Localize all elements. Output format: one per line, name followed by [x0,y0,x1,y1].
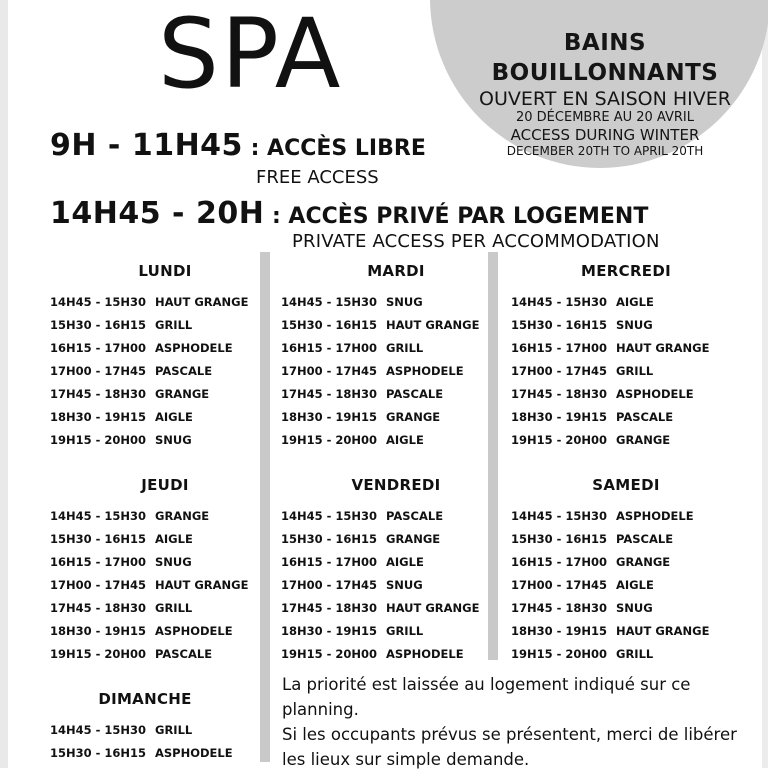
free-access-hours: 9H - 11H45 [50,128,243,163]
day-title: DIMANCHE [98,690,192,708]
slot-list [50,505,280,666]
circle-line-5: ACCESS DURING WINTER [510,126,700,144]
slot-accommodation: GRILL [155,601,193,615]
day-title: MERCREDI [581,262,671,280]
slot-accommodation: AIGLE [155,532,193,546]
slot-row [281,314,511,337]
slot-list [50,719,260,765]
slot-row [281,551,511,574]
circle-line-3: OUVERT EN SAISON HIVER [479,88,731,110]
slot-time: 17H45 - 18H30 [281,387,378,401]
slot-time: 17H00 - 17H45 [511,578,608,592]
day-block-samedi [511,475,741,666]
slot-row [511,406,741,429]
slot-accommodation: AIGLE [155,410,193,424]
slot-row [281,360,511,383]
slot-time: 19H15 - 20H00 [511,433,608,447]
slot-time: 17H45 - 18H30 [511,601,608,615]
slot-row [50,742,260,765]
slot-row [281,620,511,643]
circle-line-2: BOUILLONNANTS [491,60,719,86]
slot-accommodation: SNUG [616,601,653,615]
slot-accommodation: ASPHODELE [155,746,233,760]
priority-note [282,672,742,772]
slot-accommodation: GRILL [386,341,424,355]
slot-accommodation: AIGLE [616,578,654,592]
slot-row [281,643,511,666]
slot-row [511,360,741,383]
slot-time: 16H15 - 17H00 [511,555,608,569]
slot-row [281,505,511,528]
priority-note-p2: Si les occupants prévus se présentent, merci de libérer les lieux sur simple demande. [282,725,737,769]
slot-accommodation: HAUT GRANGE [155,295,249,309]
slot-row [281,597,511,620]
slot-accommodation: GRILL [616,647,654,661]
slot-time: 17H45 - 18H30 [511,387,608,401]
slot-accommodation: SNUG [386,295,423,309]
private-access-hours: 14H45 - 20H [50,196,265,231]
slot-time: 14H45 - 15H30 [50,295,147,309]
slot-time: 19H15 - 20H00 [50,433,147,447]
slot-row [281,574,511,597]
day-title: MARDI [367,262,425,280]
slot-accommodation: PASCALE [155,364,213,378]
slot-accommodation: GRILL [155,723,193,737]
private-access-line [50,196,648,231]
slot-time: 15H30 - 16H15 [50,746,147,760]
circle-line-6: DECEMBER 20TH TO APRIL 20TH [506,144,704,158]
slot-row [50,360,280,383]
slot-accommodation: GRANGE [155,509,210,523]
slot-accommodation: HAUT GRANGE [386,601,480,615]
slot-time: 15H30 - 16H15 [511,318,608,332]
day-title: JEUDI [141,476,189,494]
slot-row [50,620,280,643]
slot-accommodation: GRANGE [386,410,441,424]
slot-row [281,528,511,551]
slot-row [50,429,280,452]
slot-accommodation: GRILL [386,624,424,638]
slot-accommodation: GRANGE [616,555,671,569]
slot-time: 18H30 - 19H15 [281,410,378,424]
slot-accommodation: HAUT GRANGE [616,624,710,638]
slot-accommodation: AIGLE [386,433,424,447]
slot-time: 19H15 - 20H00 [511,647,608,661]
slot-time: 17H00 - 17H45 [50,578,147,592]
slot-time: 17H45 - 18H30 [281,601,378,615]
priority-note-p1: La priorité est laissée au logement indiqué sur ce planning. [282,675,691,719]
slot-time: 18H30 - 19H15 [50,410,147,424]
slot-row [511,337,741,360]
slot-time: 18H30 - 19H15 [511,624,608,638]
slot-accommodation: ASPHODELE [386,364,464,378]
slot-row [281,337,511,360]
day-block-lundi [50,261,280,452]
slot-accommodation: ASPHODELE [155,624,233,638]
slot-row [511,505,741,528]
slot-time: 16H15 - 17H00 [50,341,147,355]
slot-row [50,574,280,597]
slot-accommodation: SNUG [616,318,653,332]
slot-accommodation: ASPHODELE [616,509,694,523]
slot-time: 15H30 - 16H15 [281,318,378,332]
slot-accommodation: GRANGE [386,532,441,546]
slot-accommodation: GRILL [155,318,193,332]
day-block-jeudi [50,475,280,666]
slot-row [281,383,511,406]
slot-row [50,643,280,666]
slot-accommodation: ASPHODELE [155,341,233,355]
page-title: SPA [158,0,343,110]
slot-accommodation: HAUT GRANGE [386,318,480,332]
slot-row [511,528,741,551]
slot-row [511,643,741,666]
slot-list [511,505,741,666]
slot-row [511,383,741,406]
slot-time: 17H45 - 18H30 [50,387,147,401]
slot-time: 15H30 - 16H15 [281,532,378,546]
slot-row [50,719,260,742]
slot-time: 14H45 - 15H30 [281,509,378,523]
info-circle-text [450,28,760,159]
slot-row [50,383,280,406]
private-access-subtitle: PRIVATE ACCESS PER ACCOMMODATION [292,231,660,252]
page-edge-left [0,0,8,768]
slot-accommodation: PASCALE [616,532,674,546]
slot-accommodation: AIGLE [616,295,654,309]
slot-row [50,551,280,574]
slot-accommodation: ASPHODELE [386,647,464,661]
slot-time: 14H45 - 15H30 [50,509,147,523]
slot-time: 19H15 - 20H00 [281,647,378,661]
slot-accommodation: GRANGE [155,387,210,401]
slot-row [50,291,280,314]
slot-time: 18H30 - 19H15 [281,624,378,638]
slot-row [50,505,280,528]
slot-row [50,314,280,337]
slot-time: 17H00 - 17H45 [281,578,378,592]
slot-time: 14H45 - 15H30 [511,295,608,309]
slot-time: 15H30 - 16H15 [50,532,147,546]
day-title: LUNDI [138,262,192,280]
slot-time: 16H15 - 17H00 [281,341,378,355]
free-access-line [50,128,426,163]
slot-time: 17H45 - 18H30 [50,601,147,615]
slot-time: 18H30 - 19H15 [50,624,147,638]
private-access-label: : ACCÈS PRIVÉ PAR LOGEMENT [264,204,649,229]
slot-accommodation: SNUG [155,555,192,569]
day-block-dimanche [30,689,260,765]
slot-accommodation: HAUT GRANGE [616,341,710,355]
day-title: SAMEDI [592,476,660,494]
slot-accommodation: AIGLE [386,555,424,569]
slot-row [511,429,741,452]
slot-time: 17H00 - 17H45 [50,364,147,378]
slot-time: 19H15 - 20H00 [281,433,378,447]
slot-time: 14H45 - 15H30 [511,509,608,523]
slot-time: 16H15 - 17H00 [50,555,147,569]
slot-accommodation: HAUT GRANGE [155,578,249,592]
slot-row [511,574,741,597]
slot-time: 15H30 - 16H15 [50,318,147,332]
day-block-mardi [281,261,511,452]
slot-list [281,291,511,452]
slot-accommodation: GRILL [616,364,654,378]
slot-row [511,291,741,314]
slot-row [50,406,280,429]
slot-accommodation: SNUG [155,433,192,447]
slot-row [281,406,511,429]
slot-row [511,620,741,643]
slot-row [281,291,511,314]
slot-row [50,337,280,360]
slot-time: 17H00 - 17H45 [281,364,378,378]
slot-row [511,551,741,574]
slot-list [50,291,280,452]
day-title: VENDREDI [351,476,441,494]
slot-accommodation: GRANGE [616,433,671,447]
slot-accommodation: SNUG [386,578,423,592]
slot-time: 19H15 - 20H00 [50,647,147,661]
slot-row [511,314,741,337]
slot-time: 18H30 - 19H15 [511,410,608,424]
slot-time: 15H30 - 16H15 [511,532,608,546]
slot-time: 14H45 - 15H30 [281,295,378,309]
slot-accommodation: PASCALE [616,410,674,424]
slot-time: 17H00 - 17H45 [511,364,608,378]
slot-row [511,597,741,620]
slot-accommodation: ASPHODELE [616,387,694,401]
slot-list [511,291,741,452]
slot-accommodation: PASCALE [155,647,213,661]
free-access-label: : ACCÈS LIBRE [242,136,426,161]
free-access-subtitle: FREE ACCESS [256,167,379,188]
slot-row [281,429,511,452]
slot-row [50,597,280,620]
slot-accommodation: PASCALE [386,509,444,523]
circle-line-1: BAINS [563,30,647,56]
slot-list [281,505,511,666]
day-block-vendredi [281,475,511,666]
slot-row [50,528,280,551]
page-edge-right [762,0,768,768]
slot-time: 14H45 - 15H30 [50,723,147,737]
slot-accommodation: PASCALE [386,387,444,401]
circle-line-4: 20 DÉCEMBRE AU 20 AVRIL [516,110,694,125]
slot-time: 16H15 - 17H00 [281,555,378,569]
day-block-mercredi [511,261,741,452]
slot-time: 16H15 - 17H00 [511,341,608,355]
